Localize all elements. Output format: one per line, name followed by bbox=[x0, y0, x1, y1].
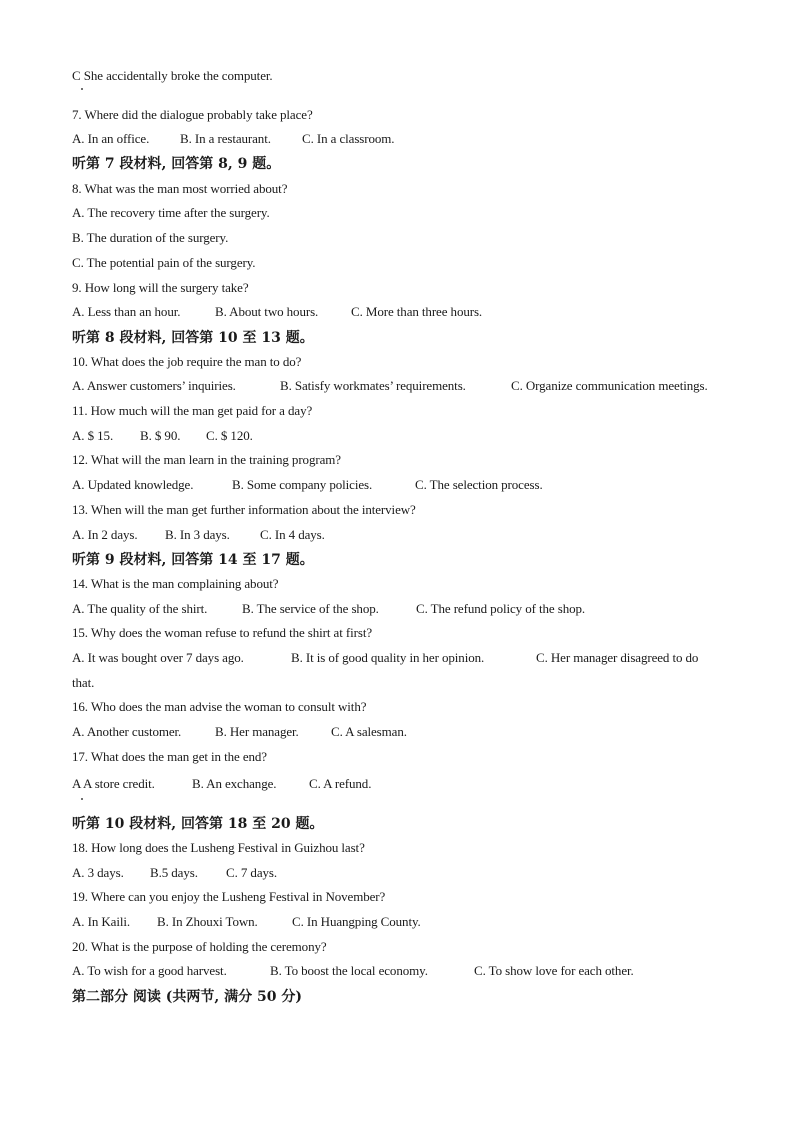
q19-option-a: A. In Kaili. bbox=[72, 914, 131, 929]
section-10-heading: 听第 10 段材料, 回答第 18 至 20 题。 bbox=[72, 816, 324, 832]
question-20: 20. What is the purpose of holding the ceremony? bbox=[72, 939, 327, 954]
q16-option-c: C. A salesman. bbox=[331, 724, 407, 739]
q7-option-c: C. In a classroom. bbox=[302, 131, 395, 146]
q11-option-b: B. $ 90. bbox=[140, 428, 181, 443]
q18-option-b: B.5 days. bbox=[150, 865, 198, 880]
q14-option-a: A. The quality of the shirt. bbox=[72, 601, 208, 616]
section-7-heading: 听第 7 段材料, 回答第 8, 9 题。 bbox=[72, 156, 281, 172]
question-8: 8. What was the man most worried about? bbox=[72, 181, 288, 196]
q11-option-c: C. $ 120. bbox=[206, 428, 253, 443]
question-17: 17. What does the man get in the end? bbox=[72, 749, 267, 764]
q15-option-c: C. Her manager disagreed to do bbox=[536, 650, 699, 665]
question-13: 13. When will the man get further information about the interview? bbox=[72, 502, 416, 517]
q12-option-c: C. The selection process. bbox=[415, 477, 543, 492]
question-14: 14. What is the man complaining about? bbox=[72, 576, 279, 591]
q9-option-a: A. Less than an hour. bbox=[72, 304, 181, 319]
stray-dot bbox=[81, 798, 83, 800]
q11-option-a: A. $ 15. bbox=[72, 428, 114, 443]
q7-option-a: A. In an office. bbox=[72, 131, 150, 146]
section-8-heading: 听第 8 段材料, 回答第 10 至 13 题。 bbox=[72, 330, 314, 346]
q18-option-a: A. 3 days. bbox=[72, 865, 124, 880]
q20-option-b: B. To boost the local economy. bbox=[270, 963, 428, 978]
q20-option-c: C. To show love for each other. bbox=[474, 963, 634, 978]
q8-option-c: C. The potential pain of the surgery. bbox=[72, 255, 256, 270]
q19-option-b: B. In Zhouxi Town. bbox=[157, 914, 258, 929]
q19-option-c: C. In Huangping County. bbox=[292, 914, 421, 929]
q13-option-c: C. In 4 days. bbox=[260, 527, 325, 542]
q13-option-b: B. In 3 days. bbox=[165, 527, 230, 542]
q8-option-a: A. The recovery time after the surgery. bbox=[72, 205, 270, 220]
q20-option-a: A. To wish for a good harvest. bbox=[72, 963, 227, 978]
q17-option-b: B. An exchange. bbox=[192, 776, 277, 791]
q6-option-c: C She accidentally broke the computer. bbox=[72, 68, 273, 83]
q10-option-b: B. Satisfy workmates’ requirements. bbox=[280, 378, 466, 393]
q12-option-a: A. Updated knowledge. bbox=[72, 477, 194, 492]
question-10: 10. What does the job require the man to do? bbox=[72, 354, 302, 369]
part-2-heading: 第二部分 阅读 (共两节, 满分 50 分) bbox=[72, 989, 302, 1005]
q10-option-c: C. Organize communication meetings. bbox=[511, 378, 708, 393]
section-9-heading: 听第 9 段材料, 回答第 14 至 17 题。 bbox=[72, 552, 314, 568]
q12-option-b: B. Some company policies. bbox=[232, 477, 373, 492]
q8-option-b: B. The duration of the surgery. bbox=[72, 230, 229, 245]
stray-dot bbox=[81, 88, 83, 90]
q13-option-a: A. In 2 days. bbox=[72, 527, 138, 542]
question-19: 19. Where can you enjoy the Lusheng Festival in November? bbox=[72, 889, 386, 904]
question-12: 12. What will the man learn in the training program? bbox=[72, 452, 341, 467]
question-16: 16. Who does the man advise the woman to consult with? bbox=[72, 699, 367, 714]
q16-option-a: A. Another customer. bbox=[72, 724, 182, 739]
q14-option-b: B. The service of the shop. bbox=[242, 601, 379, 616]
q15-option-c-continuation: that. bbox=[72, 675, 95, 690]
question-15: 15. Why does the woman refuse to refund the shirt at first? bbox=[72, 625, 373, 640]
q9-option-c: C. More than three hours. bbox=[351, 304, 483, 319]
q10-option-a: A. Answer customers’ inquiries. bbox=[72, 378, 236, 393]
q7-option-b: B. In a restaurant. bbox=[180, 131, 271, 146]
question-18: 18. How long does the Lusheng Festival in Guizhou last? bbox=[72, 840, 365, 855]
q16-option-b: B. Her manager. bbox=[215, 724, 299, 739]
q9-option-b: B. About two hours. bbox=[215, 304, 319, 319]
question-11: 11. How much will the man get paid for a day? bbox=[72, 403, 313, 418]
q15-option-a: A. It was bought over 7 days ago. bbox=[72, 650, 244, 665]
q14-option-c: C. The refund policy of the shop. bbox=[416, 601, 586, 616]
question-7: 7. Where did the dialogue probably take place? bbox=[72, 107, 313, 122]
question-9: 9. How long will the surgery take? bbox=[72, 280, 249, 295]
q17-option-c: C. A refund. bbox=[309, 776, 372, 791]
q18-option-c: C. 7 days. bbox=[226, 865, 278, 880]
q15-option-b: B. It is of good quality in her opinion. bbox=[291, 650, 485, 665]
q17-option-a: A A store credit. bbox=[72, 776, 155, 791]
